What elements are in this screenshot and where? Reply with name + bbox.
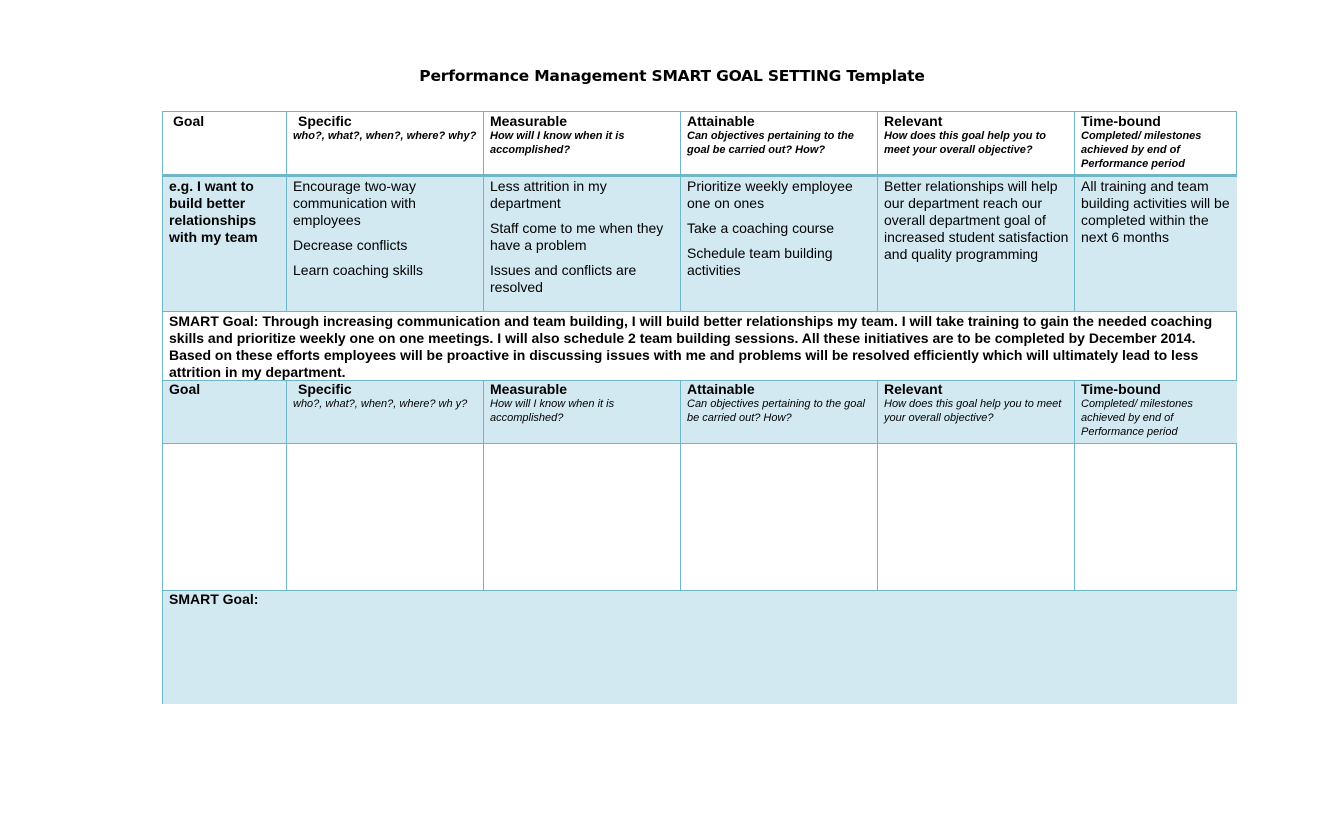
entry-specific-cell[interactable] xyxy=(287,443,484,590)
example-specific-3: Learn coaching skills xyxy=(293,262,423,278)
smart-goal-example-cell xyxy=(163,312,1237,380)
example-relevant-cell xyxy=(878,177,1075,311)
column-divider xyxy=(483,112,484,311)
column-divider xyxy=(1074,112,1075,311)
header2-measurable xyxy=(484,380,681,443)
header-relevant-sub: How does this goal help you to meet your overall objective? xyxy=(884,130,1046,156)
header2-specific xyxy=(287,380,484,443)
header-attainable xyxy=(681,112,878,175)
smart-goal-blank-cell[interactable] xyxy=(163,590,1237,704)
entry-relevant-cell[interactable] xyxy=(878,443,1075,590)
column-divider xyxy=(877,380,878,590)
header2-relevant xyxy=(878,380,1075,443)
header-timebound-label: Time-bound xyxy=(1081,113,1161,129)
header2-timebound-sub: Completed/ milestones achieved by end of Performance period xyxy=(1081,398,1193,438)
example-specific-cell xyxy=(287,177,484,311)
header-measurable-label: Measurable xyxy=(490,113,568,129)
header-attainable-label: Attainable xyxy=(687,113,755,129)
example-measurable-2: Staff come to me when they have a problem xyxy=(490,220,664,253)
smart-goal-table xyxy=(162,111,1237,704)
header-attainable-sub: Can objectives pertaining to the goal be carried out? How? xyxy=(687,130,854,156)
example-attainable-2: Take a coaching course xyxy=(687,220,835,236)
row-divider xyxy=(163,590,1237,591)
row-divider xyxy=(163,311,1237,312)
example-attainable-3: Schedule team building activities xyxy=(687,245,833,278)
example-specific-2: Decrease conflicts xyxy=(293,237,408,253)
header2-timebound-label: Time-bound xyxy=(1081,381,1161,397)
column-divider xyxy=(286,380,287,590)
example-timebound-cell xyxy=(1075,177,1237,311)
header2-measurable-sub: How will I know when it is accomplished? xyxy=(490,398,615,424)
entry-timebound-cell[interactable] xyxy=(1075,443,1237,590)
row-divider xyxy=(163,380,1237,381)
header-measurable-sub: How will I know when it is accomplished? xyxy=(490,130,625,156)
page-title: Performance Management SMART GOAL SETTING Template xyxy=(419,67,925,85)
header2-measurable-label: Measurable xyxy=(490,381,568,397)
header-specific-label: Specific xyxy=(298,113,352,129)
example-attainable-cell xyxy=(681,177,878,311)
header2-specific-label: Specific xyxy=(298,381,352,397)
column-divider xyxy=(483,380,484,590)
example-measurable-1: Less attrition in my department xyxy=(490,178,607,211)
header-goal-label: Goal xyxy=(173,113,205,129)
example-goal-cell xyxy=(163,177,287,311)
header-specific xyxy=(287,112,484,175)
column-divider xyxy=(680,380,681,590)
row-divider xyxy=(163,174,1237,177)
entry-measurable-cell[interactable] xyxy=(484,443,681,590)
row-divider xyxy=(163,443,1237,444)
header2-goal xyxy=(163,380,287,443)
example-measurable-cell xyxy=(484,177,681,311)
header-relevant xyxy=(878,112,1075,175)
smart-goal-example-text: SMART Goal: Through increasing communication and team building, I will build better relationships my team. I will take training to gain the needed coaching skills and prioritize weekly one on one meetings. I will also schedule 2 team building sessions. All these initiatives are to be completed by December 2014. Based on these efforts employees will be proactive in discussing issues with me and problems will be resolved efficiently which will ultimately lead to less attrition in my department. xyxy=(169,313,1213,380)
column-divider xyxy=(1074,380,1075,590)
example-measurable-3: Issues and conflicts are resolved xyxy=(490,262,637,295)
header2-attainable-sub: Can objectives pertaining to the goal be carried out? How? xyxy=(687,398,865,424)
header2-timebound xyxy=(1075,380,1237,443)
example-attainable-1: Prioritize weekly employee one on ones xyxy=(687,178,853,211)
header-specific-sub: who?, what?, when?, where? why? xyxy=(293,130,477,142)
example-timebound-1: All training and team building activities will be completed within the next 6 months xyxy=(1081,178,1230,245)
header-measurable xyxy=(484,112,681,175)
entry-goal-cell[interactable] xyxy=(163,443,287,590)
example-relevant-1: Better relationships will help our department reach our overall department goal of increased student satisfaction and quality programming xyxy=(884,178,1069,262)
entry-attainable-cell[interactable] xyxy=(681,443,878,590)
example-specific-1: Encourage two-way communication with employees xyxy=(293,178,416,228)
column-divider xyxy=(877,112,878,311)
header2-specific-sub: who?, what?, when?, where? wh y? xyxy=(293,398,468,410)
header-timebound xyxy=(1075,112,1237,175)
header-relevant-label: Relevant xyxy=(884,113,943,129)
column-divider xyxy=(680,112,681,311)
smart-goal-blank-label: SMART Goal: xyxy=(169,591,259,607)
example-goal: e.g. I want to build better relationships with my team xyxy=(169,178,258,245)
header2-relevant-label: Relevant xyxy=(884,381,943,397)
column-divider xyxy=(286,112,287,311)
header2-goal-label: Goal xyxy=(169,381,201,397)
header-goal xyxy=(163,112,287,175)
header-timebound-sub: Completed/ milestones achieved by end of Performance period xyxy=(1081,130,1202,170)
header2-attainable xyxy=(681,380,878,443)
header2-attainable-label: Attainable xyxy=(687,381,755,397)
header2-relevant-sub: How does this goal help you to meet your overall objective? xyxy=(884,398,1062,424)
